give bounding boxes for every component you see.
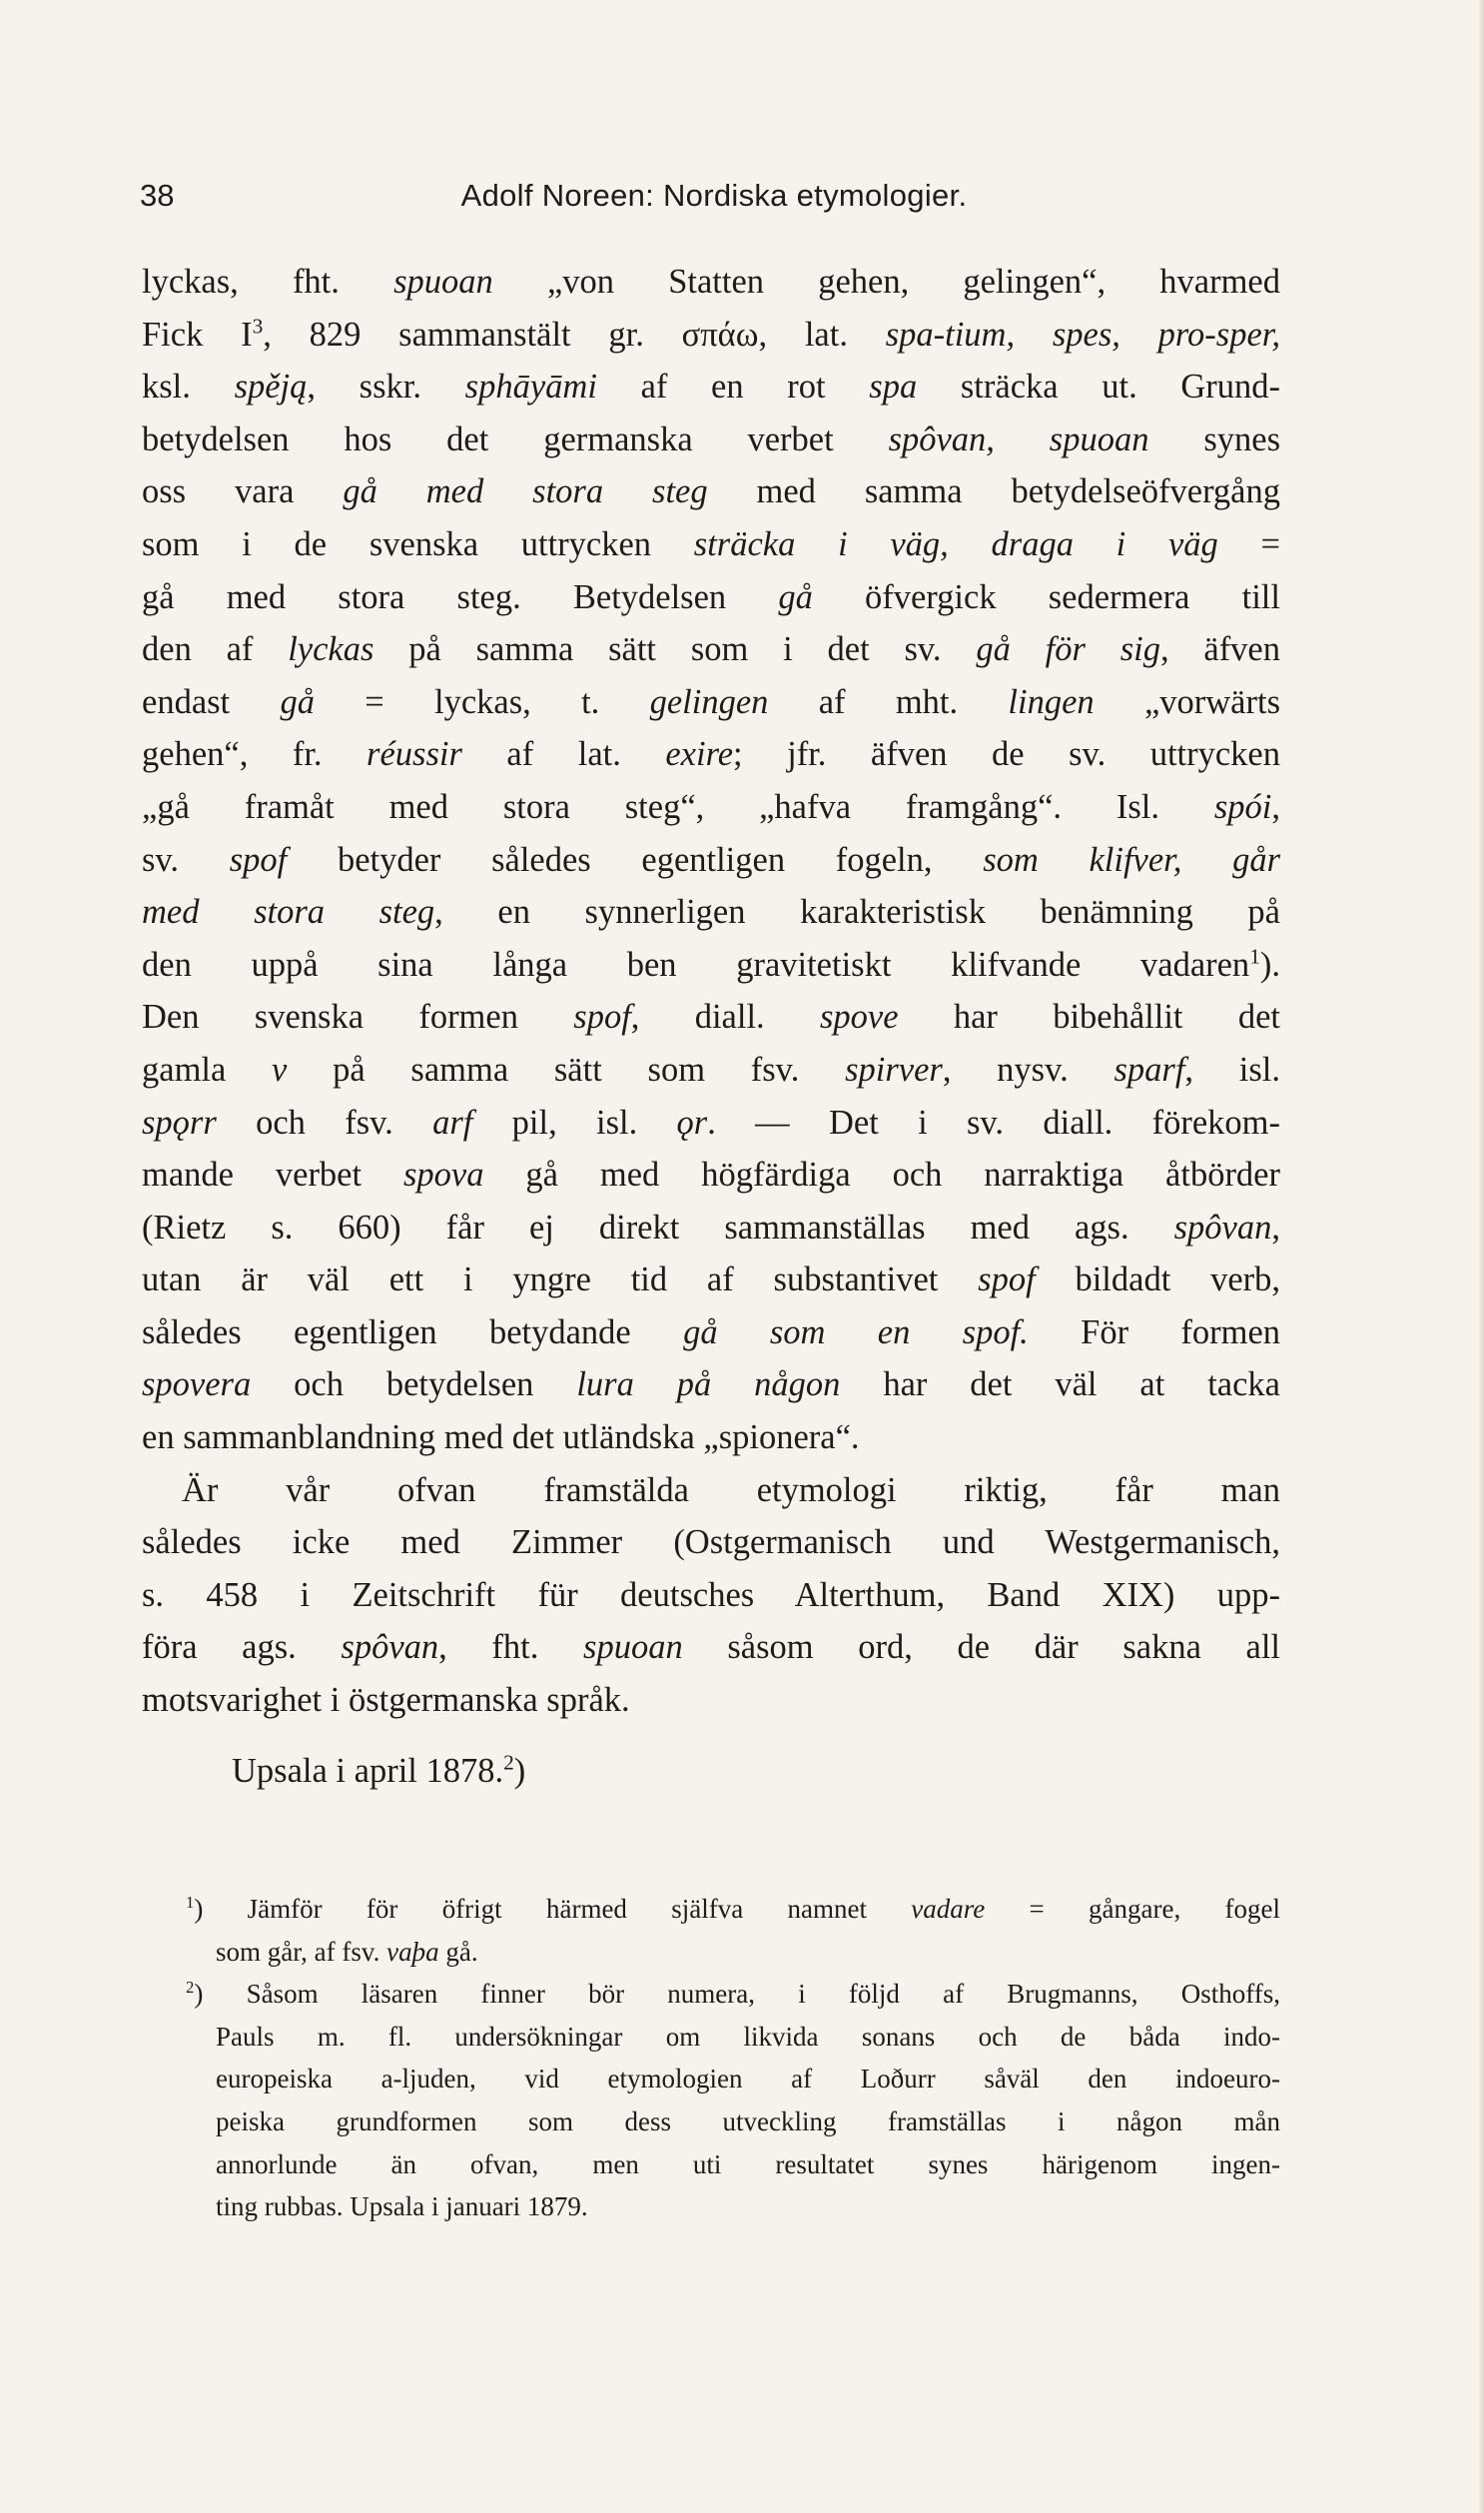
- text-line: s. 458 i Zeitschrift für deutsches Alterthum, Band XIX) upp-: [142, 1575, 1280, 1614]
- footnote-2-cont: annorlunde än ofvan, men uti resultatet synes härigenom ingen-: [216, 2148, 1280, 2179]
- text-line: Fick $I^3$, 829 sammanstält gr. σπάω, lat. spa-tium, spes, pro-sper,: [142, 314, 1281, 354]
- text-line: mande verbet spova gå med högfärdiga och narraktiga åtbörder: [142, 1156, 1280, 1195]
- page-number: 38: [140, 178, 175, 213]
- text-line: utan är väl ett i yngre tid af substantivet spof bildadt verb,: [142, 1260, 1281, 1299]
- page-edge-shadow: [1478, 0, 1484, 2513]
- text-line: en sammanblandning med det utländska „spionera“.: [142, 1418, 860, 1457]
- text-line: betydelsen hos det germanska verbet spôvan, spuoan synes: [142, 419, 1280, 458]
- text-line: „gå framåt med stora steg“, „hafva framgång“. Isl. spói,: [142, 787, 1280, 826]
- text-line: med stora steg, en synnerligen karakteristisk benämning på: [142, 893, 1280, 932]
- text-line: Den svenska formen spof, diall. spove har bibehållit det: [142, 998, 1280, 1037]
- text-line: spǫrr och fsv. arf pil, isl. ǫr. — Det i sv. diall. förekom-: [142, 1103, 1280, 1142]
- text-line: (Rietz s. 660) får ej direkt sammanställas med ags. spôvan,: [142, 1208, 1280, 1247]
- text-line: den af lyckas på samma sätt som i det sv. gå för sig, äfven: [142, 630, 1280, 669]
- footnote-2-cont: europeiska a-ljuden, vid etymologien af Loðurr såväl den indoeuro-: [216, 2064, 1280, 2094]
- place-date-line: Upsala i april 1878.$^2$): [232, 1750, 526, 1790]
- text-line: som i de svenska uttrycken sträcka i väg, draga i väg =: [142, 524, 1280, 563]
- text-line: lyckas, fht. spuoan „von Statten gehen, gelingen“, hvarmed: [142, 263, 1280, 301]
- text-line: således egentligen betydande gå som en spof. För formen: [142, 1312, 1281, 1351]
- footnote-ref: 2: [503, 1750, 514, 1775]
- footnote-2-cont: peiska grundformen som dess utveckling framställas i någon mån: [216, 2105, 1280, 2136]
- footnote-2-cont: Pauls m. fl. undersökningar om likvida sonans och de båda indo-: [216, 2021, 1280, 2052]
- text-line: endast gå = lyckas, t. gelingen af mht. lingen „vorwärts: [142, 682, 1280, 721]
- text-line: sv. spof betyder således egentligen fogeln, som klifver, går: [142, 840, 1281, 879]
- page-header: [140, 178, 1288, 226]
- footnotes: [186, 1888, 1280, 2228]
- text-line: gamla v på samma sätt som fsv. spirver, nysv. sparf, isl.: [142, 1050, 1281, 1089]
- text-line: således icke med Zimmer (Ostgermanisch und Westgermanisch,: [142, 1523, 1280, 1562]
- text-line: gehen“, fr. réussir af lat. exire; jfr. äfven de sv. uttrycken: [142, 735, 1280, 774]
- text-line: ksl. spěją, sskr. sphāyāmi af en rot spa sträcka ut. Grund-: [142, 368, 1281, 407]
- footnote-2: $^2$) Såsom läsaren finner bör numera, i följd af Brugmanns, Osthoffs,: [186, 1978, 1280, 2010]
- text-line: Är vår ofvan framstälda etymologi riktig, får man: [182, 1470, 1280, 1509]
- running-title: Adolf Noreen: Nordiska etymologier.: [460, 178, 968, 213]
- footnote-1: $^1$) Jämför för öfrigt härmed själfva namnet vadare = gångare, fogel: [186, 1893, 1280, 1924]
- footnote-2-cont: ting rubbas. Upsala i januari 1879.: [216, 2191, 588, 2222]
- text-line: spovera och betydelsen lura på någon har det väl at tacka: [142, 1365, 1280, 1404]
- text-line: föra ags. spôvan, fht. spuoan såsom ord, de där sakna all: [142, 1628, 1281, 1667]
- footnote-ref: 1: [1249, 944, 1260, 969]
- text-line: motsvarighet i östgermanska språk.: [142, 1681, 630, 1720]
- text-line: den uppå sina långa ben gravitetiskt klifvande vadaren$^1$).: [142, 944, 1280, 984]
- body-text: [142, 256, 1280, 1797]
- footnote-1-cont: som går, af fsv. vaþa gå.: [216, 1936, 478, 1967]
- text-line: oss vara gå med stora steg med samma betydelseöfvergång: [142, 472, 1280, 511]
- text-line: gå med stora steg. Betydelsen gå öfvergick sedermera till: [142, 577, 1280, 616]
